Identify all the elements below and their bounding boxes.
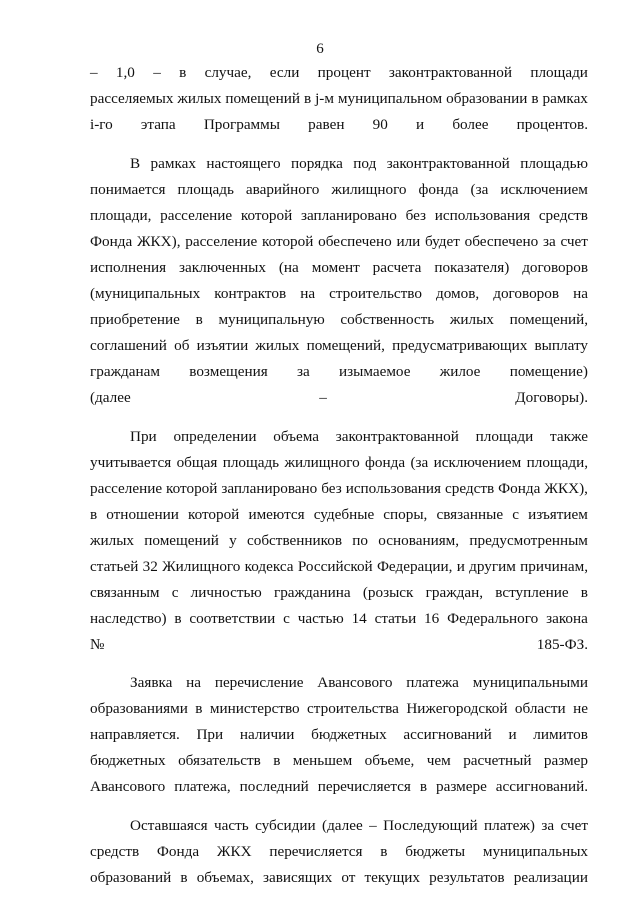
text-line: № 185-ФЗ.	[90, 636, 588, 653]
paragraph	[90, 424, 588, 658]
text-line: Фонда ЖКХ), расселение которой обеспечено или будет обеспечено за счет	[90, 233, 588, 250]
text-line: Оставшаяся часть субсидии (далее – Последующий платеж) за счет	[130, 817, 588, 834]
text-line: бюджетных обязательств в меньшем объеме, чем расчетный размер	[90, 752, 588, 769]
text-line: i-го этапа Программы равен 90 и более процентов.	[90, 116, 588, 133]
text-line: образований в объемах, зависящих от текущих результатов реализации	[90, 869, 588, 886]
paragraph	[90, 151, 588, 411]
text-line: образованиями в министерство строительства Нижегородской области не	[90, 700, 588, 717]
text-line: направляется. При наличии бюджетных ассигнований и лимитов	[90, 726, 588, 743]
text-line: расселяемых жилых помещений в j-м муниципальном образовании в рамках	[90, 90, 588, 107]
text-line: понимается площадь аварийного жилищного фонда (за исключением	[90, 181, 588, 198]
paragraph	[90, 813, 588, 891]
text-line: (муниципальных контрактов на строительство домов, договоров на	[90, 285, 588, 302]
text-line: средств Фонда ЖКХ перечисляется в бюджеты муниципальных	[90, 843, 588, 860]
page-number: 6	[316, 41, 324, 57]
paragraph	[90, 60, 588, 138]
text-line: – 1,0 – в случае, если процент законтрактованной площади	[90, 64, 588, 81]
text-line: связанным с личностью гражданина (розыск граждан, вступление в	[90, 584, 588, 601]
text-line: в отношении которой имеются судебные споры, связанные с изъятием	[90, 506, 588, 523]
text-line: учитывается общая площадь жилищного фонда (за исключением площади,	[90, 454, 588, 471]
text-line: площади, расселение которой запланировано без использования средств	[90, 207, 588, 224]
text-line: В рамках настоящего порядка под законтрактованной площадью	[130, 155, 588, 172]
text-line: соглашений об изъятии жилых помещений, предусматривающих выплату	[90, 337, 588, 354]
document-body	[90, 60, 588, 891]
text-line: исполнения заключенных (на момент расчета показателя) договоров	[90, 259, 588, 276]
text-line: наследство) в соответствии с частью 14 статьи 16 Федерального закона	[90, 610, 588, 627]
text-line: жилых помещений у собственников по основаниям, предусмотренным	[90, 532, 588, 549]
paragraph	[90, 670, 588, 800]
text-line: (далее – Договоры).	[90, 389, 588, 406]
text-line: При определении объема законтрактованной площади также	[130, 428, 588, 445]
text-line: приобретение в муниципальную собственность жилых помещений,	[90, 311, 588, 328]
text-line: Авансового платежа, последний перечисляется в размере ассигнований.	[90, 778, 588, 795]
text-line: гражданам возмещения за изымаемое жилое помещение)	[90, 363, 588, 380]
text-line: статьей 32 Жилищного кодекса Российской Федерации, и другим причинам,	[90, 558, 588, 575]
text-line: Заявка на перечисление Авансового платежа муниципальными	[130, 674, 588, 691]
text-line: расселение которой запланировано без использования средств Фонда ЖКХ),	[90, 480, 588, 497]
